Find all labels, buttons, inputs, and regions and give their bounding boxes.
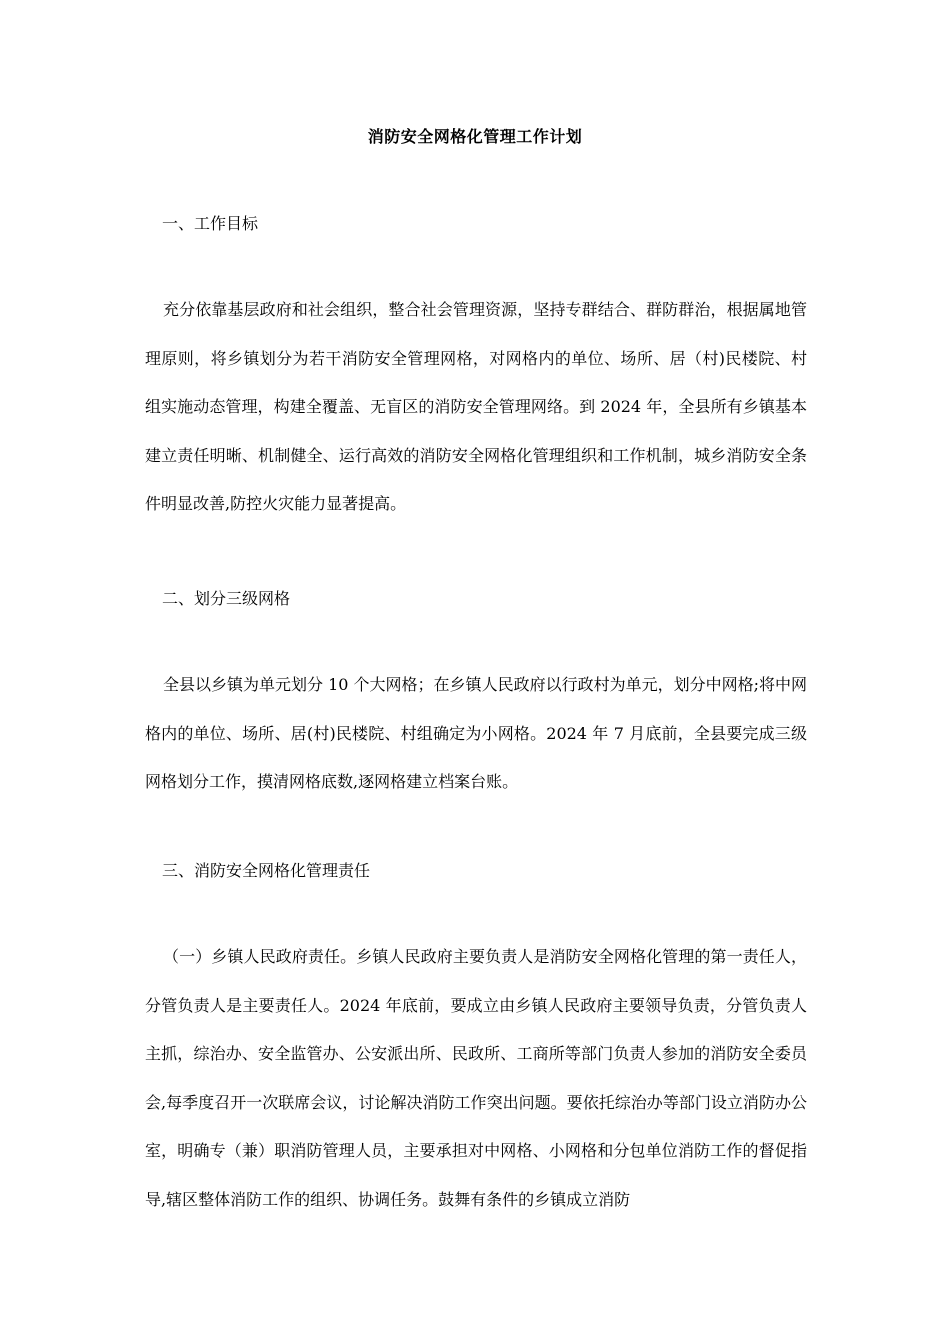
section-heading-2: 二、划分三级网格 bbox=[162, 589, 291, 608]
document-title: 消防安全网格化管理工作计划 bbox=[367, 127, 583, 146]
section-paragraph-3: （一）乡镇人民政府责任。乡镇人民政府主要负责人是消防安全网格化管理的第一责任人，分管负责人是主要责任人。2024 年底前，要成立由乡镇人民政府主要领导负责，分管负责人主抓，综治办、安全监管办、公安派出所、民政所、工商所等部门负责人参加的消防安全委员会,每季度召开一次联席会议，讨论解决消防工作突出问题。要依托综治办等部门设立消防办公室，明确专（兼）职消防管理人员，主要承担对中网格、小网格和分包单位消防工作的督促指导,辖区整体消防工作的组织、协调任务。鼓舞有条件的乡镇成立消防 bbox=[145, 947, 807, 1209]
section-paragraph-1: 充分依靠基层政府和社会组织，整合社会管理资源，坚持专群结合、群防群治，根据属地管理原则，将乡镇划分为若干消防安全管理网格，对网格内的单位、场所、居（村)民楼院、村组实施动态管理，构建全覆盖、无盲区的消防安全管理网络。到 2024 年，全县所有乡镇基本建立责任明晰、机制健全、运行高效的消防安全网格化管理组织和工作机制，城乡消防安全条件明显改善,防控火灾能力显著提高。 bbox=[145, 300, 807, 514]
section-heading-1: 一、工作目标 bbox=[162, 214, 259, 233]
section-paragraph-2: 全县以乡镇为单元划分 10 个大网格；在乡镇人民政府以行政村为单元，划分中网格;将中网格内的单位、场所、居(村)民楼院、村组确定为小网格。2024 年 7 月底前，全县要完成三级网格划分工作，摸清网格底数,逐网格建立档案台账。 bbox=[145, 675, 807, 792]
section-heading-3: 三、消防安全网格化管理责任 bbox=[162, 861, 371, 880]
